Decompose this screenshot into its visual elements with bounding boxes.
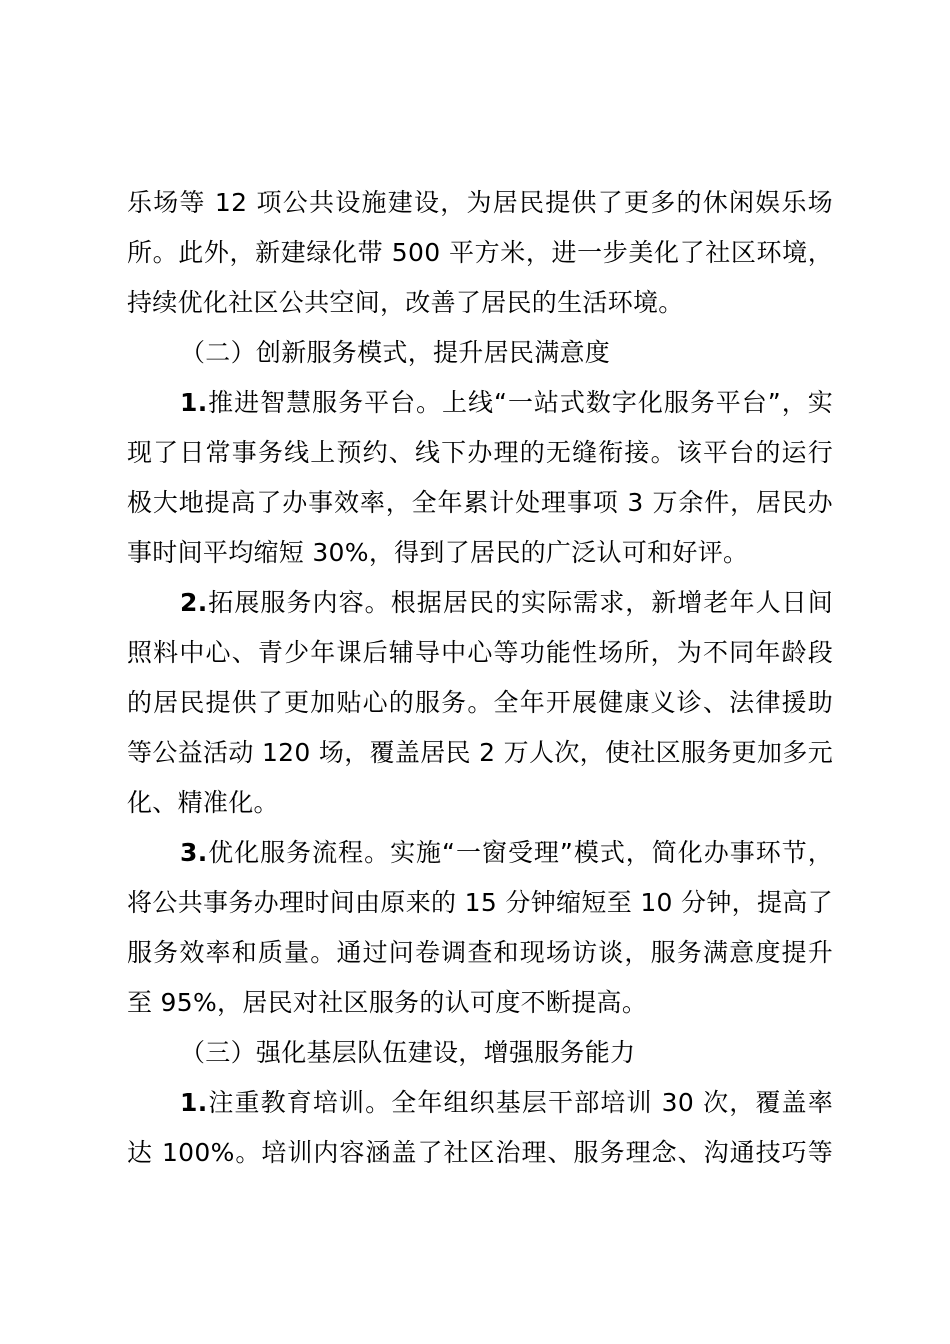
list-item-first-line: [180, 378, 833, 428]
paragraph-line: 将公共事务办理时间由原来的 15 分钟缩短至 10 分钟，提高了: [127, 888, 833, 917]
item-text: 优化服务流程。实施“一窗受理”模式，简化办事环节，: [207, 838, 833, 867]
item-text: 注重教育培训。全年组织基层干部培训 30 次，覆盖率: [207, 1088, 833, 1117]
paragraph-line: 极大地提高了办事效率，全年累计处理事项 3 万余件，居民办: [127, 488, 833, 517]
item-number: 1.: [180, 388, 208, 417]
paragraph-line: 化、精准化。: [127, 788, 279, 817]
paragraph-line: 现了日常事务线上预约、线下办理的无缝衔接。该平台的运行: [127, 438, 833, 467]
paragraph-line: 达 100%。培训内容涵盖了社区治理、服务理念、沟通技巧等: [127, 1138, 833, 1167]
item-text: 拓展服务内容。根据居民的实际需求，新增老年人日间: [207, 588, 833, 617]
paragraph-line: 等公益活动 120 场，覆盖居民 2 万人次，使社区服务更加多元: [127, 738, 833, 767]
item-text: 推进智慧服务平台。上线“一站式数字化服务平台”，实: [207, 388, 833, 417]
section-heading: （三）强化基层队伍建设，增强服务能力: [180, 1038, 636, 1067]
list-item-first-line: [180, 828, 833, 878]
paragraph-line: 照料中心、青少年课后辅导中心等功能性场所，为不同年龄段: [127, 638, 833, 667]
paragraph-line: 至 95%，居民对社区服务的认可度不断提高。: [127, 988, 648, 1017]
paragraph-line: 所。此外，新建绿化带 500 平方米，进一步美化了社区环境，: [127, 238, 833, 267]
section-heading: （二）创新服务模式，提升居民满意度: [180, 338, 611, 367]
item-number: 2.: [180, 588, 208, 617]
paragraph-line: 持续优化社区公共空间，改善了居民的生活环境。: [127, 288, 684, 317]
list-item-first-line: [180, 578, 833, 628]
paragraph-line: 事时间平均缩短 30%，得到了居民的广泛认可和好评。: [127, 538, 749, 567]
item-number: 1.: [180, 1088, 208, 1117]
paragraph-line: 的居民提供了更加贴心的服务。全年开展健康义诊、法律援助: [127, 688, 833, 717]
paragraph-line: 服务效率和质量。通过问卷调查和现场访谈，服务满意度提升: [127, 938, 833, 967]
paragraph-line: 乐场等 12 项公共设施建设，为居民提供了更多的休闲娱乐场: [127, 188, 833, 217]
item-number: 3.: [180, 838, 208, 867]
list-item-first-line: [180, 1078, 833, 1128]
